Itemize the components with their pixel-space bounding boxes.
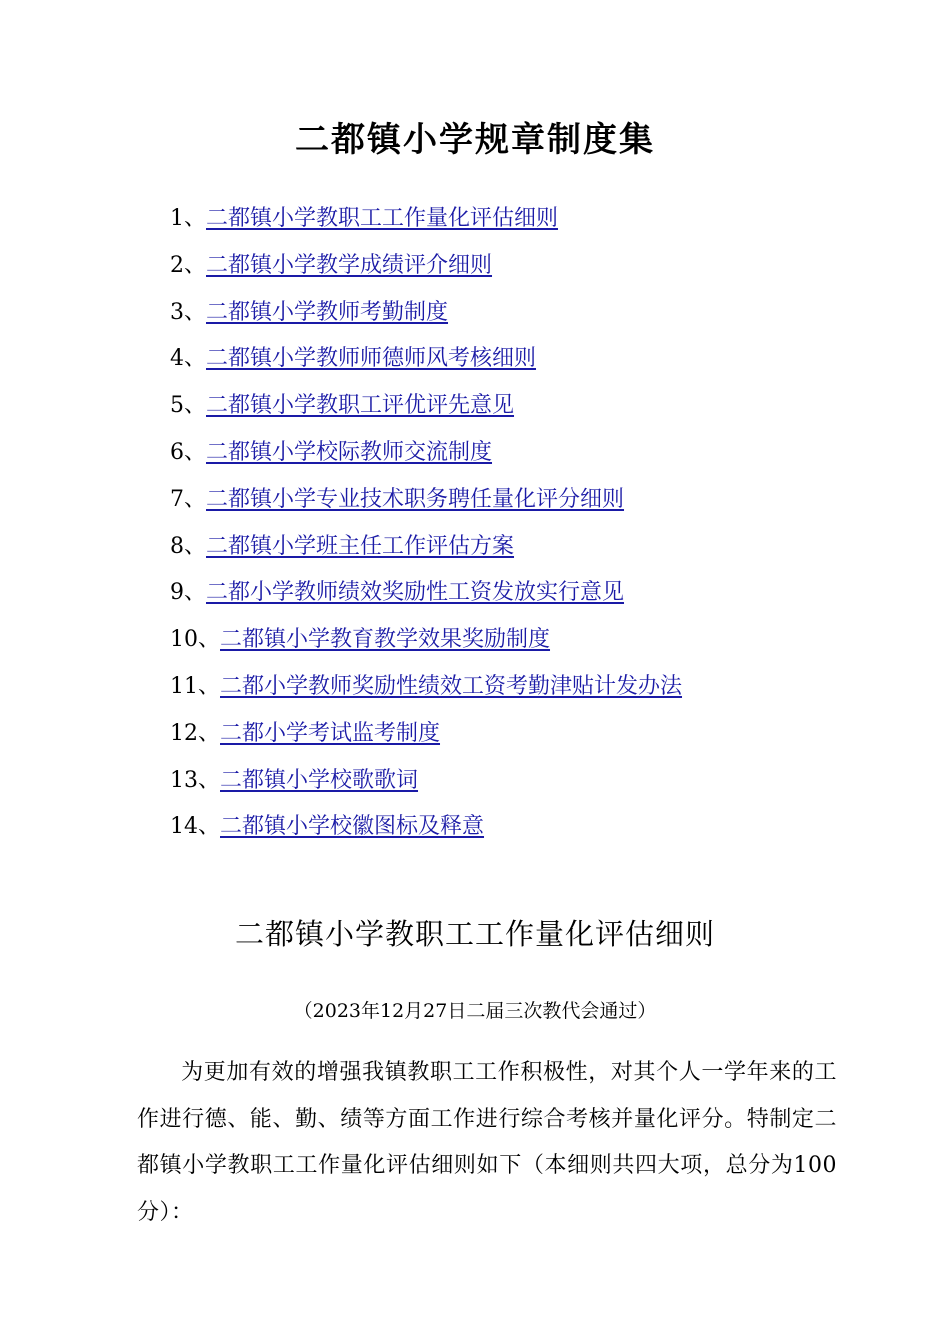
toc-item — [170, 808, 682, 855]
toc-number: 8、 — [170, 533, 206, 559]
toc-item — [170, 528, 682, 575]
toc-number: 11、 — [170, 673, 220, 699]
section-title: 二都镇小学教职工工作量化评估细则 — [234, 917, 715, 951]
toc-item — [170, 387, 682, 434]
toc-number: 2、 — [170, 252, 206, 278]
toc-item — [170, 200, 682, 247]
table-of-contents — [170, 200, 682, 855]
toc-item — [170, 294, 682, 341]
document-title: 二都镇小学规章制度集 — [295, 120, 655, 160]
toc-link[interactable]: 二都镇小学教职工工作量化评估细则 — [206, 206, 559, 231]
toc-link[interactable]: 二都镇小学教学成绩评介细则 — [206, 252, 493, 278]
toc-link[interactable]: 二都镇小学教职工评优评先意见 — [206, 393, 515, 419]
section-subtitle: （2023年12月27日二届三次教代会通过） — [293, 1000, 657, 1022]
toc-number: 5、 — [170, 393, 206, 419]
toc-item — [170, 340, 682, 387]
toc-link[interactable]: 二都小学教师绩效奖励性工资发放实行意见 — [206, 580, 625, 606]
toc-number: 12、 — [170, 720, 220, 746]
toc-item — [170, 434, 682, 481]
toc-number: 13、 — [170, 767, 220, 793]
toc-item — [170, 574, 682, 621]
toc-link[interactable]: 二都镇小学班主任工作评估方案 — [206, 533, 515, 559]
toc-number: 10、 — [170, 627, 220, 653]
toc-item — [170, 247, 682, 294]
toc-number: 3、 — [170, 299, 206, 325]
toc-link[interactable]: 二都镇小学教师考勤制度 — [206, 299, 449, 325]
toc-item — [170, 621, 682, 668]
toc-link[interactable]: 二都镇小学校徽图标及释意 — [220, 814, 485, 840]
toc-item — [170, 715, 682, 762]
toc-number: 7、 — [170, 486, 206, 512]
toc-link[interactable]: 二都镇小学教育教学效果奖励制度 — [220, 627, 551, 653]
toc-number: 6、 — [170, 439, 206, 465]
toc-link[interactable]: 二都镇小学专业技术职务聘任量化评分细则 — [206, 486, 625, 512]
toc-link[interactable]: 二都镇小学校歌歌词 — [220, 767, 419, 793]
toc-link[interactable]: 二都镇小学教师师德师风考核细则 — [206, 346, 537, 372]
toc-item — [170, 481, 682, 528]
toc-number: 1、 — [170, 206, 206, 231]
toc-number: 14、 — [170, 814, 220, 840]
toc-item — [170, 762, 682, 809]
paragraph-text: 为更加有效的增强我镇教职工工作积极性，对其个人一学年来的工作进行德、能、勤、绩等方面工作进行综合考核并量化评分。特制定二都镇小学教职工工作量化评估细则如下（本细则共四大项，总分为100分）： — [137, 1060, 837, 1225]
body-paragraph — [137, 1050, 837, 1236]
toc-item — [170, 668, 682, 715]
toc-number: 4、 — [170, 346, 206, 372]
toc-number: 9、 — [170, 580, 206, 606]
toc-link[interactable]: 二都小学教师奖励性绩效工资考勤津贴计发办法 — [220, 673, 683, 699]
toc-link[interactable]: 二都镇小学校际教师交流制度 — [206, 439, 493, 465]
toc-link[interactable]: 二都小学考试监考制度 — [220, 720, 441, 746]
